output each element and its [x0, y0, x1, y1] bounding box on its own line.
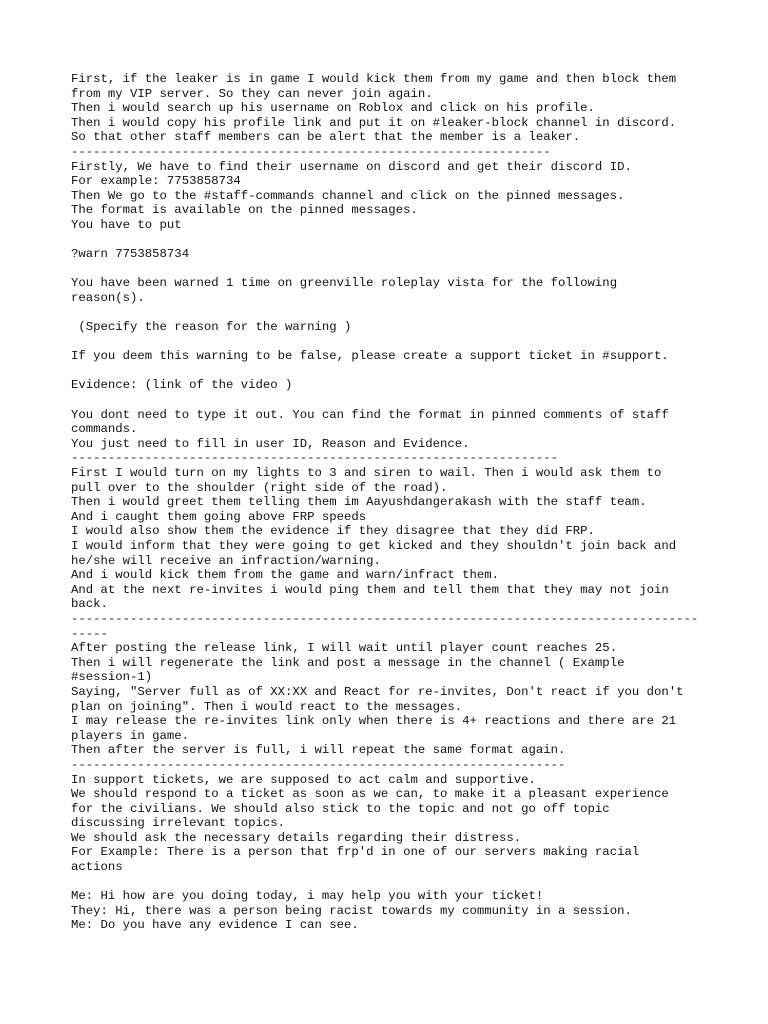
text-line: back.	[71, 597, 108, 612]
blank-line	[71, 335, 701, 350]
text-line: Then i would copy his profile link and put it on #leaker-block channel in discord.	[71, 115, 677, 130]
separator-line: -------------------------------------------------------------------	[71, 757, 566, 772]
text-line: We should respond to a ticket as soon as we can, to make it a pleasant experience	[71, 787, 669, 802]
text-line: In support tickets, we are supposed to act calm and supportive.	[71, 772, 536, 787]
text-line: plan on joining". Then i would react to the messages.	[71, 699, 463, 714]
text-line: I would inform that they were going to get kicked and they shouldn't join back and	[71, 539, 677, 553]
blank-line	[71, 364, 701, 379]
text-line: The format is available on the pinned messages.	[71, 203, 418, 218]
text-line: for the civilians. We should also stick to the topic and not go off topic	[71, 801, 610, 816]
separator-line: ------------------------------------------------------------------	[71, 451, 559, 466]
separator-line: -----	[71, 626, 108, 641]
text-line: actions	[71, 860, 123, 875]
text-line: Then i would search up his username on Roblox and click on his profile.	[71, 101, 595, 116]
document-page	[71, 72, 701, 933]
text-line: And at the next re-invites i would ping them and tell them that they may not join	[71, 582, 669, 597]
text-line: For example: 7753858734	[71, 174, 241, 189]
text-line: And i would kick them from the game and warn/infract them.	[71, 568, 500, 583]
text-line: You dont need to type it out. You can find the format in pinned comments of staff	[71, 407, 669, 422]
text-line: I would also show them the evidence if they disagree that they did FRP.	[71, 524, 595, 539]
text-line: After posting the release link, I will wait until player count reaches 25.	[71, 641, 618, 656]
text-line: You just need to fill in user ID, Reason and Evidence.	[71, 436, 470, 451]
blank-line	[71, 306, 701, 321]
text-line: First, if the leaker is in game I would kick them from my game and then block them	[71, 72, 677, 86]
text-line: Me: Do you have any evidence I can see.	[71, 918, 359, 933]
text-line: Me: Hi how are you doing today, i may help you with your ticket!	[71, 889, 544, 904]
text-line: So that other staff members can be alert that the member is a leaker.	[71, 130, 581, 145]
text-line: he/she will receive an infraction/warning.	[71, 553, 381, 568]
text-line: #session-1)	[71, 670, 153, 685]
blank-line	[71, 262, 701, 277]
text-line: You have to put	[71, 217, 182, 232]
text-line: pull over to the shoulder (right side of the road).	[71, 480, 448, 495]
text-line: from my VIP server. So they can never join again.	[71, 86, 433, 101]
text-line: I may release the re-invites link only when there is 4+ reactions and there are 21	[71, 714, 677, 729]
text-line: reason(s).	[71, 290, 145, 305]
text-line: discussing irrelevant topics.	[71, 816, 286, 831]
text-line: players in game.	[71, 728, 190, 743]
text-line: You have been warned 1 time on greenville roleplay vista for the following	[71, 276, 618, 291]
separator-line: -----------------------------------------------------------------	[71, 144, 551, 159]
text-line: Firstly, We have to find their username on discord and get their discord ID.	[71, 159, 632, 174]
text-line: Evidence: (link of the video )	[71, 378, 293, 393]
text-line: Then after the server is full, i will repeat the same format again.	[71, 743, 566, 758]
text-line: ?warn 7753858734	[71, 247, 190, 262]
separator-line: -------------------------------------------------------------------------------------	[71, 611, 699, 626]
blank-line	[71, 233, 701, 248]
text-line: And i caught them going above FRP speeds	[71, 509, 367, 524]
text-line: commands.	[71, 422, 138, 437]
text-line: Then i would greet them telling them im Aayushdangerakash with the staff team.	[71, 495, 647, 510]
text-line: If you deem this warning to be false, please create a support ticket in #support.	[71, 349, 669, 364]
text-line: Then i will regenerate the link and post a message in the channel ( Example	[71, 655, 625, 670]
text-line: For Example: There is a person that frp'd in one of our servers making racial	[71, 845, 640, 860]
text-line: Saying, "Server full as of XX:XX and React for re-invites, Don't react if you don't	[71, 684, 684, 699]
text-line: They: Hi, there was a person being racist towards my community in a session.	[71, 903, 632, 918]
text-line: We should ask the necessary details regarding their distress.	[71, 830, 522, 845]
blank-line	[71, 393, 701, 408]
blank-line	[71, 875, 701, 890]
text-line: (Specify the reason for the warning )	[71, 320, 352, 335]
text-line: Then We go to the #staff-commands channel and click on the pinned messages.	[71, 188, 625, 203]
text-line: First I would turn on my lights to 3 and siren to wail. Then i would ask them to	[71, 466, 662, 481]
